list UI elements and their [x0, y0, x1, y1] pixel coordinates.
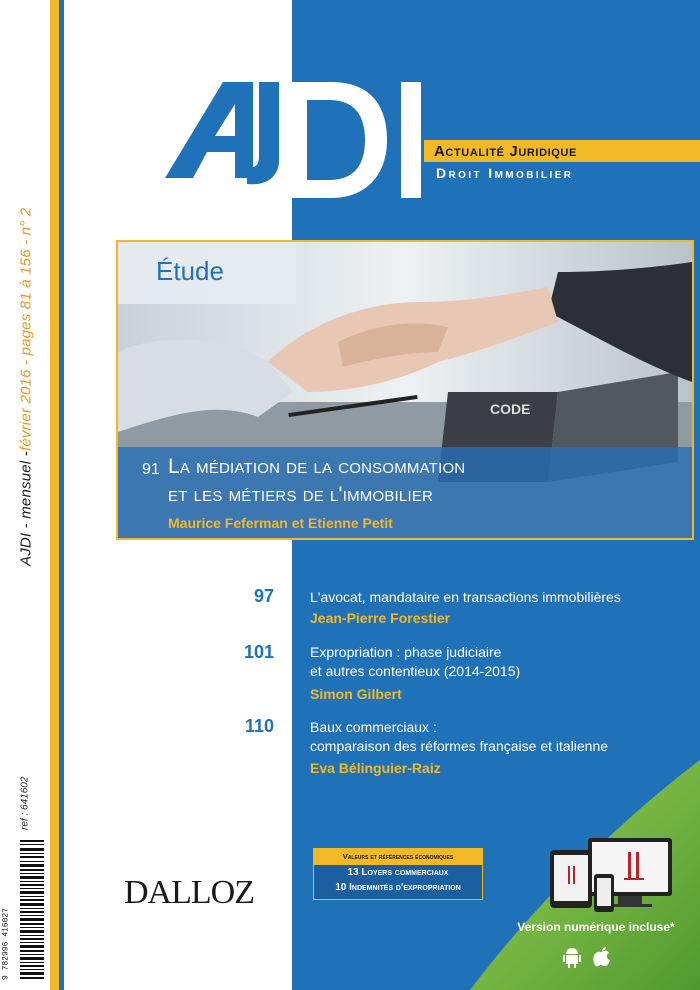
ajdi-logo — [155, 60, 455, 210]
yellow-stripe — [50, 0, 59, 990]
article-page: 101 — [243, 642, 274, 662]
article-author: Simon Gilbert — [310, 686, 402, 702]
values-box[interactable] — [313, 848, 483, 900]
feature-page: 91 — [142, 461, 160, 478]
ref-number: ref : 641602 — [19, 776, 31, 830]
spine-issue: février 2016 - pages 81 à 156 - n° 2 — [17, 207, 35, 452]
barcode-number: 9 782996 416027 — [1, 907, 11, 980]
spine-title — [6, 76, 46, 566]
article-page: 97 — [253, 586, 274, 606]
feature-title-line1: La médiation de la consommation — [168, 455, 466, 478]
devices-icon — [548, 836, 688, 916]
feature-article[interactable] — [116, 240, 694, 540]
banner-line1-text: Actualité Juridique — [434, 143, 577, 160]
feature-band — [118, 447, 692, 538]
feature-authors: Maurice Feferman et Etienne Petit — [168, 515, 393, 531]
section-label: Étude — [156, 256, 224, 286]
article-author: Jean-Pierre Forestier — [310, 610, 451, 626]
values-line2: 10 Indemnités d'expropriation — [335, 882, 461, 893]
article-title: Baux commerciaux : — [310, 719, 437, 735]
banner-line2-text: Droit Immobilier — [436, 165, 574, 181]
article-title: et autres contentieux (2014-2015) — [310, 663, 521, 679]
digital-version-label: Version numérique incluse* — [517, 920, 675, 934]
apple-icon — [592, 946, 612, 968]
article-title: L'avocat, mandataire en transactions immobilières — [310, 589, 621, 605]
blue-stripe — [59, 0, 64, 990]
android-icon — [562, 946, 582, 968]
values-line1: 13 Loyers commerciaux — [347, 867, 449, 878]
publisher-logo — [124, 874, 254, 912]
article-author: Eva Bélinguier-Raiz — [310, 760, 441, 776]
values-header: Valeurs et références économiques — [314, 849, 482, 865]
logo-letters — [165, 82, 421, 198]
section-label-box — [118, 242, 296, 304]
banner-line1 — [424, 140, 700, 162]
article-page: 110 — [244, 716, 274, 736]
spine-main: AJDI - mensuel - — [17, 451, 35, 566]
svg-text:CODE: CODE — [490, 401, 531, 417]
article-title: comparaison des réformes française et italienne — [310, 738, 609, 754]
article-title: Expropriation : phase judiciaire — [310, 644, 502, 660]
banner-line2 — [424, 162, 700, 184]
feature-title-line2: et les métiers de l'immobilier — [168, 483, 434, 506]
publisher-name: DALLOZ — [124, 874, 254, 911]
os-icons — [562, 946, 622, 968]
